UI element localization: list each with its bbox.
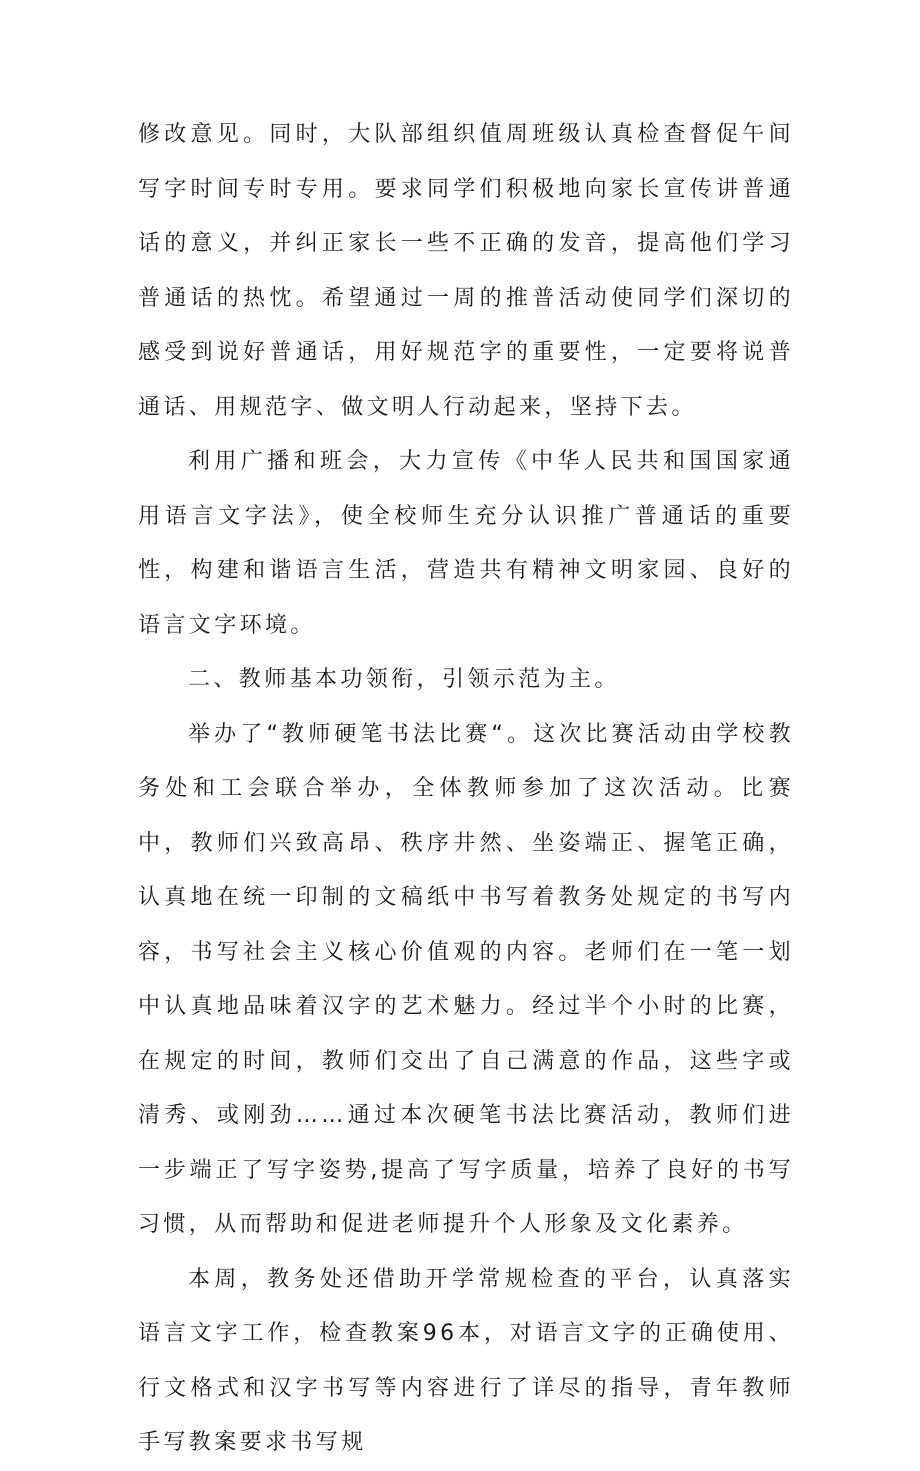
document-body bbox=[138, 108, 794, 1471]
paragraph-broadcast-promotion: 利用广播和班会，大力宣传《中华人民共和国国家通用语言文字法》，使全校师生充分认识推广普通话的重要性，构建和谐语言生活，营造共有精神文明家园、良好的语言文字环境。 bbox=[138, 449, 794, 638]
section-heading-teacher-skills: 二、教师基本功领衔，引领示范为主。 bbox=[188, 667, 620, 692]
paragraph-lesson-plan-inspection: 本周，教务处还借助开学常规检查的平台，认真落实语言文字工作，检查教案96本，对语言文字的正确使用、行文格式和汉字书写等内容进行了详尽的指导，青年教师手写教案要求书写规 bbox=[138, 1266, 794, 1455]
paragraph-revision-opinions: 修改意见。同时，大队部组织值周班级认真检查督促午间写字时间专时专用。要求同学们积极地向家长宣传讲普通话的意义，并纠正家长一些不正确的发音，提高他们学习普通话的热忱。希望通过一周的推普活动使同学们深切的感受到说好普通话，用好规范字的重要性，一定要将说普通话、用规范字、做文明人行动起来，坚持下去。 bbox=[138, 122, 794, 420]
paragraph-calligraphy-contest: 举办了“教师硬笔书法比赛“。这次比赛活动由学校教务处和工会联合举办，全体教师参加了这次活动。比赛中，教师们兴致高昂、秩序井然、坐姿端正、握笔正确，认真地在统一印制的文稿纸中书写着教务处规定的书写内容，书写社会主义核心价值观的内容。老师们在一笔一划中认真地品味着汉字的艺术魅力。经过半个小时的比赛，在规定的时间，教师们交出了自己满意的作品，这些字或清秀、或刚劲……通过本次硬笔书法比赛活动，教师们进一步端正了写字姿势,提高了写字质量，培养了良好的书写习惯，从而帮助和促进老师提升个人形象及文化素养。 bbox=[138, 721, 794, 1237]
